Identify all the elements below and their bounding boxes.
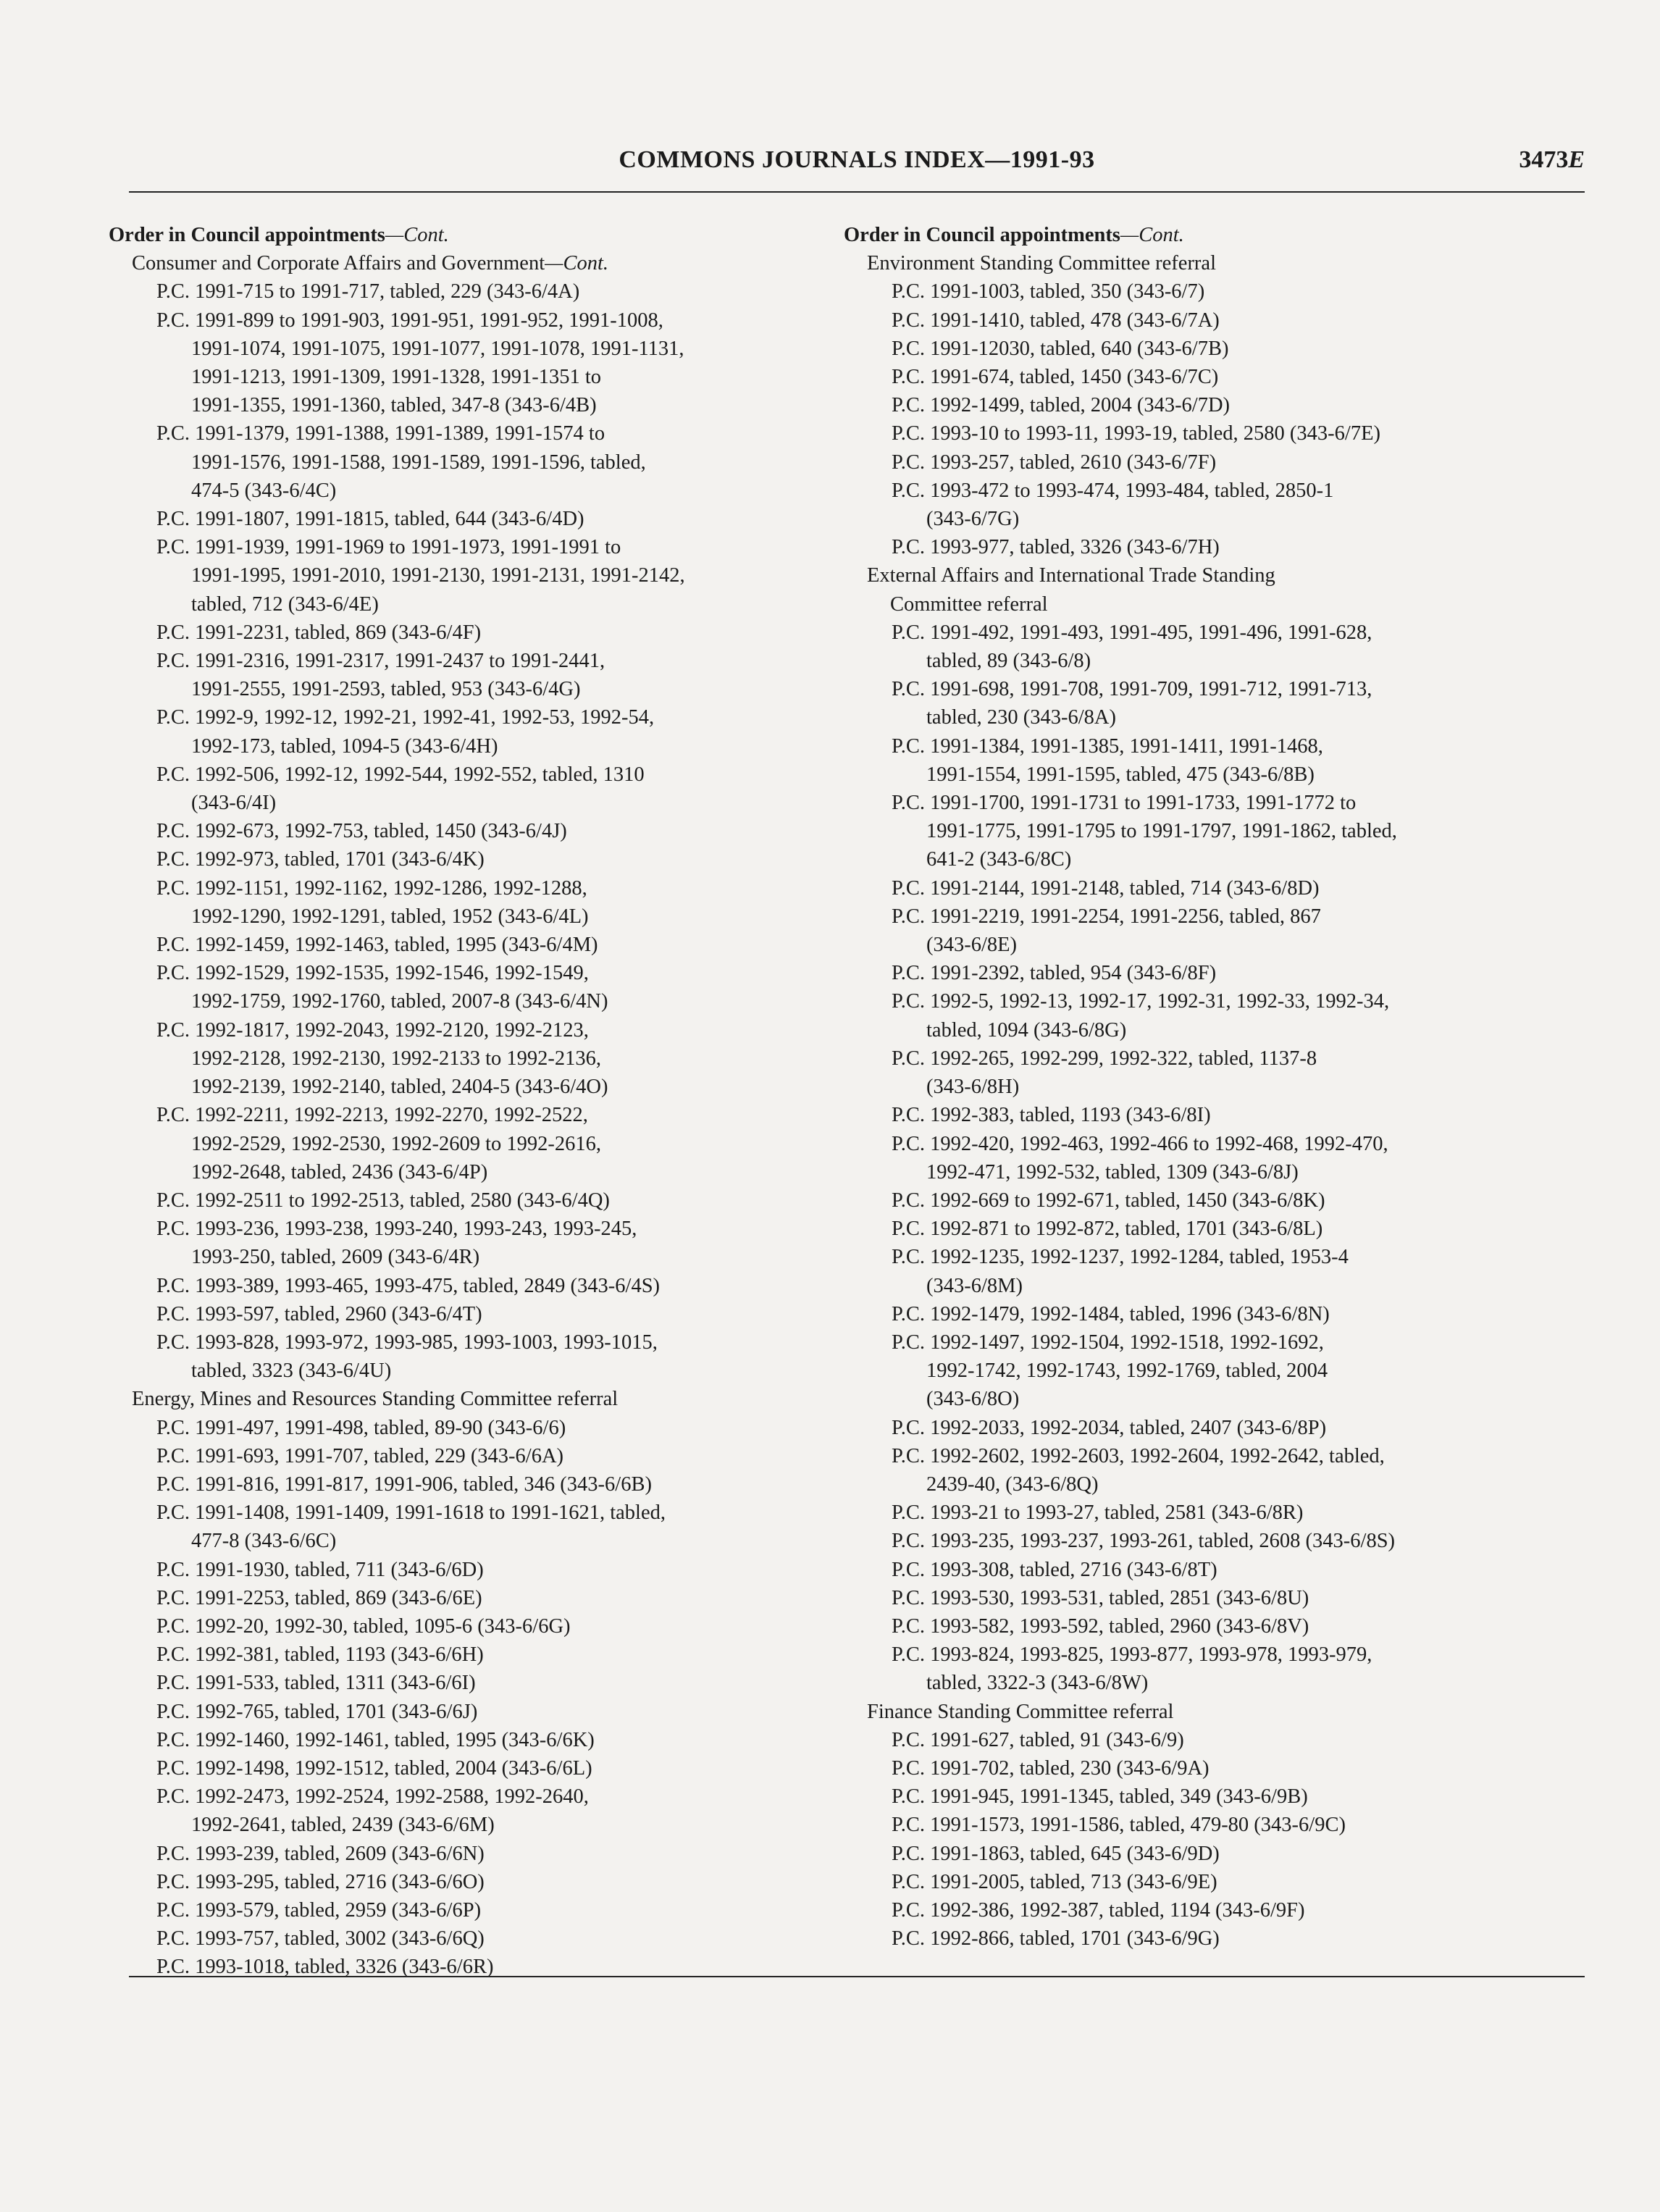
index-column-right [844, 221, 1525, 1953]
index-entry: P.C. 1993-757, tabled, 3002 (343-6/6Q) [156, 1927, 485, 1951]
index-entry-continuation: 2439-40, (343-6/8Q) [926, 1472, 1099, 1496]
index-entry-continuation: (343-6/8E) [926, 934, 1018, 957]
index-entry: P.C. 1993-257, tabled, 2610 (343-6/7F) [892, 451, 1217, 474]
index-entry: P.C. 1991-674, tabled, 1450 (343-6/7C) [892, 366, 1219, 389]
page-number-digits: 3473 [1519, 146, 1569, 173]
index-column-left [109, 221, 789, 1982]
index-entry: P.C. 1991-816, 1991-817, 1991-906, tabled, 346 (343-6/6B) [156, 1472, 652, 1496]
index-entry: P.C. 1993-582, 1993-592, tabled, 2960 (343-6/8V) [892, 1614, 1309, 1638]
index-entry: P.C. 1993-295, tabled, 2716 (343-6/6O) [156, 1870, 485, 1893]
index-entry: P.C. 1991-2005, tabled, 713 (343-6/9E) [892, 1870, 1217, 1893]
index-entry: P.C. 1991-2231, tabled, 869 (343-6/4F) [156, 621, 482, 644]
index-entry: P.C. 1991-1410, tabled, 478 (343-6/7A) [892, 309, 1220, 332]
index-entry-continuation: 1991-1995, 1991-2010, 1991-2130, 1991-2131, 1991-2142, [191, 564, 685, 587]
index-entry: P.C. 1993-21 to 1993-27, tabled, 2581 (343-6/8R) [892, 1501, 1304, 1525]
index-entry-continuation: (343-6/8H) [926, 1076, 1020, 1099]
index-entry: P.C. 1992-1529, 1992-1535, 1992-1546, 1992-1549, [156, 962, 589, 985]
index-heading [844, 221, 1525, 249]
continued-marker: —Cont. [1120, 224, 1184, 246]
index-entry: P.C. 1991-1379, 1991-1388, 1991-1389, 1991-1574 to [156, 422, 605, 445]
index-subheading: Committee referral [890, 592, 1048, 616]
footer-rule [129, 1976, 1585, 1977]
index-entry: P.C. 1992-2211, 1992-2213, 1992-2270, 1992-2522, [156, 1104, 588, 1127]
index-entry: P.C. 1992-2602, 1992-2603, 1992-2604, 1992-2642, tabled, [892, 1444, 1385, 1467]
index-entry-continuation: 1993-250, tabled, 2609 (343-6/4R) [191, 1246, 480, 1269]
index-entry-continuation: 1992-173, tabled, 1094-5 (343-6/4H) [191, 734, 498, 758]
index-entry: P.C. 1991-497, 1991-498, tabled, 89-90 (343-6/6) [156, 1416, 566, 1439]
heading-text: Order in Council appointments [109, 224, 385, 246]
index-entry: P.C. 1991-533, tabled, 1311 (343-6/6I) [156, 1672, 476, 1695]
index-entry-continuation: 1992-2139, 1992-2140, tabled, 2404-5 (343-6/4O) [191, 1076, 608, 1099]
index-entry: P.C. 1991-1700, 1991-1731 to 1991-1733, 1991-1772 to [892, 792, 1357, 815]
index-entry: P.C. 1992-383, tabled, 1193 (343-6/8I) [892, 1104, 1211, 1127]
index-entry: P.C. 1993-10 to 1993-11, 1993-19, tabled, 2580 (343-6/7E) [892, 422, 1380, 445]
heading-text: Order in Council appointments [844, 224, 1120, 246]
index-entry: P.C. 1991-12030, tabled, 640 (343-6/7B) [892, 337, 1229, 360]
index-entry: P.C. 1991-702, tabled, 230 (343-6/9A) [892, 1756, 1210, 1780]
index-entry-continuation: (343-6/4I) [191, 792, 277, 815]
index-entry: P.C. 1993-239, tabled, 2609 (343-6/6N) [156, 1842, 485, 1865]
index-entry-continuation: 1992-471, 1992-532, tabled, 1309 (343-6/8J) [926, 1160, 1299, 1183]
index-entry-continuation: 1991-2555, 1991-2593, tabled, 953 (343-6/4G) [191, 678, 581, 701]
index-entry: P.C. 1992-5, 1992-13, 1992-17, 1992-31, 1992-33, 1992-34, [892, 990, 1390, 1013]
index-entry: P.C. 1991-945, 1991-1345, tabled, 349 (343-6/9B) [892, 1785, 1308, 1809]
page-number [1519, 146, 1585, 174]
index-entry: P.C. 1991-693, 1991-707, tabled, 229 (343-6/6A) [156, 1444, 564, 1467]
index-subheading: Environment Standing Committee referral [867, 252, 1216, 275]
index-entry: P.C. 1993-308, tabled, 2716 (343-6/8T) [892, 1558, 1217, 1581]
index-entry: P.C. 1992-2511 to 1992-2513, tabled, 2580 (343-6/4Q) [156, 1189, 610, 1212]
subheading-text: Consumer and Corporate Affairs and Government [132, 252, 545, 275]
index-entry: P.C. 1992-2473, 1992-2524, 1992-2588, 1992-2640, [156, 1785, 589, 1809]
index-entry: P.C. 1992-866, tabled, 1701 (343-6/9G) [892, 1927, 1220, 1951]
index-entry: P.C. 1992-669 to 1992-671, tabled, 1450 (343-6/8K) [892, 1189, 1325, 1212]
index-entry: P.C. 1993-530, 1993-531, tabled, 2851 (343-6/8U) [892, 1586, 1309, 1609]
index-entry: P.C. 1992-1497, 1992-1504, 1992-1518, 1992-1692, [892, 1331, 1324, 1354]
index-entry: P.C. 1991-2392, tabled, 954 (343-6/8F) [892, 962, 1217, 985]
index-entry: P.C. 1993-977, tabled, 3326 (343-6/7H) [892, 536, 1220, 559]
index-entry: P.C. 1991-1408, 1991-1409, 1991-1618 to 1991-1621, tabled, [156, 1501, 666, 1525]
index-entry: P.C. 1992-765, tabled, 1701 (343-6/6J) [156, 1700, 478, 1723]
index-entry: P.C. 1991-1003, tabled, 350 (343-6/7) [892, 280, 1205, 303]
index-entry: P.C. 1992-871 to 1992-872, tabled, 1701 (343-6/8L) [892, 1218, 1323, 1241]
header-rule [129, 191, 1585, 193]
index-entry-continuation: 1991-1576, 1991-1588, 1991-1589, 1991-1596, tabled, [191, 451, 646, 474]
index-entry-continuation: 477-8 (343-6/6C) [191, 1530, 337, 1553]
index-entry-continuation: 1992-1759, 1992-1760, tabled, 2007-8 (343-6/4N) [191, 990, 608, 1013]
index-entry: P.C. 1991-1807, 1991-1815, tabled, 644 (343-6/4D) [156, 508, 584, 531]
index-entry-continuation: 1992-2648, tabled, 2436 (343-6/4P) [191, 1160, 488, 1183]
index-entry-continuation: tabled, 712 (343-6/4E) [191, 592, 379, 616]
index-entry: P.C. 1991-1930, tabled, 711 (343-6/6D) [156, 1558, 484, 1581]
index-entry: P.C. 1993-597, tabled, 2960 (343-6/4T) [156, 1302, 482, 1325]
index-entry: P.C. 1993-472 to 1993-474, 1993-484, tabled, 2850-1 [892, 479, 1334, 502]
index-entry: P.C. 1991-1384, 1991-1385, 1991-1411, 1991-1468, [892, 734, 1323, 758]
index-heading [109, 221, 789, 249]
index-entry-continuation: 1992-2529, 1992-2530, 1992-2609 to 1992-2616, [191, 1132, 602, 1155]
index-subheading: Finance Standing Committee referral [867, 1700, 1174, 1723]
index-entry: P.C. 1991-715 to 1991-717, tabled, 229 (343-6/4A) [156, 280, 580, 303]
index-entry: P.C. 1992-9, 1992-12, 1992-21, 1992-41, 1992-53, 1992-54, [156, 706, 655, 729]
index-entry: P.C. 1992-381, tabled, 1193 (343-6/6H) [156, 1643, 484, 1667]
continued-marker: —Cont. [545, 252, 609, 275]
index-entry: P.C. 1992-265, 1992-299, 1992-322, tabled, 1137-8 [892, 1047, 1317, 1070]
index-entry: P.C. 1992-1499, tabled, 2004 (343-6/7D) [892, 394, 1231, 417]
page-number-suffix: E [1568, 146, 1585, 173]
index-entry: P.C. 1992-1235, 1992-1237, 1992-1284, tabled, 1953-4 [892, 1246, 1349, 1269]
index-entry-continuation: 1992-1290, 1992-1291, tabled, 1952 (343-6/4L) [191, 905, 589, 928]
index-entry-continuation: tabled, 3323 (343-6/4U) [191, 1360, 392, 1383]
index-entry: P.C. 1991-2253, tabled, 869 (343-6/6E) [156, 1586, 482, 1609]
index-entry: P.C. 1993-389, 1993-465, 1993-475, tabled, 2849 (343-6/4S) [156, 1274, 661, 1297]
index-entry: P.C. 1992-1459, 1992-1463, tabled, 1995 (343-6/4M) [156, 934, 598, 957]
index-entry-continuation: 1991-1213, 1991-1309, 1991-1328, 1991-1351 to [191, 366, 602, 389]
continued-marker: —Cont. [385, 224, 449, 246]
index-entry: P.C. 1993-1018, tabled, 3326 (343-6/6R) [156, 1956, 494, 1979]
index-entry: P.C. 1992-1817, 1992-2043, 1992-2120, 1992-2123, [156, 1018, 589, 1042]
index-entry: P.C. 1993-235, 1993-237, 1993-261, tabled, 2608 (343-6/8S) [892, 1530, 1396, 1553]
index-entry-continuation: 1991-1074, 1991-1075, 1991-1077, 1991-1078, 1991-1131, [191, 337, 684, 360]
index-entry: P.C. 1992-1498, 1992-1512, tabled, 2004 (343-6/6L) [156, 1756, 592, 1780]
index-entry-continuation: (343-6/7G) [926, 508, 1020, 531]
index-entry: P.C. 1991-1863, tabled, 645 (343-6/9D) [892, 1842, 1220, 1865]
index-entry: P.C. 1992-506, 1992-12, 1992-544, 1992-552, tabled, 1310 [156, 763, 645, 786]
index-entry-continuation: 1991-1775, 1991-1795 to 1991-1797, 1991-1862, tabled, [926, 820, 1397, 843]
page-header [129, 146, 1585, 190]
index-entry: P.C. 1993-236, 1993-238, 1993-240, 1993-243, 1993-245, [156, 1218, 637, 1241]
index-entry: P.C. 1992-1460, 1992-1461, tabled, 1995 (343-6/6K) [156, 1728, 595, 1751]
journal-title: COMMONS JOURNALS INDEX—1991-93 [619, 146, 1095, 173]
index-entry: P.C. 1991-1573, 1991-1586, tabled, 479-80 (343-6/9C) [892, 1814, 1346, 1837]
index-subheading: External Affairs and International Trade Standing [867, 564, 1275, 587]
index-entry: P.C. 1991-492, 1991-493, 1991-495, 1991-496, 1991-628, [892, 621, 1372, 644]
index-entry: P.C. 1992-2033, 1992-2034, tabled, 2407 (343-6/8P) [892, 1416, 1327, 1439]
index-entry-continuation: tabled, 1094 (343-6/8G) [926, 1018, 1127, 1042]
index-entry: P.C. 1993-824, 1993-825, 1993-877, 1993-978, 1993-979, [892, 1643, 1372, 1667]
index-entry-continuation: tabled, 230 (343-6/8A) [926, 706, 1116, 729]
index-entry: P.C. 1992-420, 1992-463, 1992-466 to 1992-468, 1992-470, [892, 1132, 1388, 1155]
index-entry-continuation: 1992-1742, 1992-1743, 1992-1769, tabled, 2004 [926, 1360, 1328, 1383]
index-entry-continuation: 1991-1355, 1991-1360, tabled, 347-8 (343-6/4B) [191, 394, 597, 417]
index-entry-continuation: 1992-2641, tabled, 2439 (343-6/6M) [191, 1814, 495, 1837]
index-entry: P.C. 1992-20, 1992-30, tabled, 1095-6 (343-6/6G) [156, 1614, 571, 1638]
index-entry-continuation: tabled, 89 (343-6/8) [926, 650, 1091, 673]
index-entry-continuation: (343-6/8M) [926, 1274, 1023, 1297]
index-subheading: Energy, Mines and Resources Standing Committee referral [132, 1388, 619, 1411]
index-entry: P.C. 1991-2144, 1991-2148, tabled, 714 (343-6/8D) [892, 876, 1320, 900]
index-entry-continuation: 474-5 (343-6/4C) [191, 479, 337, 502]
index-entry: P.C. 1991-2316, 1991-2317, 1991-2437 to 1991-2441, [156, 650, 605, 673]
index-subheading [109, 249, 789, 277]
index-entry-continuation: tabled, 3322-3 (343-6/8W) [926, 1672, 1149, 1695]
index-entry: P.C. 1993-579, tabled, 2959 (343-6/6P) [156, 1898, 482, 1922]
index-entry-continuation: (343-6/8O) [926, 1388, 1020, 1411]
index-entry: P.C. 1992-1479, 1992-1484, tabled, 1996 (343-6/8N) [892, 1302, 1330, 1325]
index-entry: P.C. 1991-2219, 1991-2254, 1991-2256, tabled, 867 [892, 905, 1321, 928]
index-entry-continuation: 1991-1554, 1991-1595, tabled, 475 (343-6/8B) [926, 763, 1315, 786]
index-entry: P.C. 1991-899 to 1991-903, 1991-951, 1991-952, 1991-1008, [156, 309, 663, 332]
index-entry-continuation: 641-2 (343-6/8C) [926, 848, 1072, 871]
index-entry: P.C. 1992-1151, 1992-1162, 1992-1286, 1992-1288, [156, 876, 587, 900]
index-entry: P.C. 1992-973, tabled, 1701 (343-6/4K) [156, 848, 485, 871]
index-entry: P.C. 1991-698, 1991-708, 1991-709, 1991-712, 1991-713, [892, 678, 1372, 701]
index-entry: P.C. 1991-627, tabled, 91 (343-6/9) [892, 1728, 1184, 1751]
index-entry: P.C. 1991-1939, 1991-1969 to 1991-1973, 1991-1991 to [156, 536, 621, 559]
index-entry: P.C. 1992-386, 1992-387, tabled, 1194 (343-6/9F) [892, 1898, 1305, 1922]
index-entry-continuation: 1992-2128, 1992-2130, 1992-2133 to 1992-2136, [191, 1047, 602, 1070]
index-entry: P.C. 1992-673, 1992-753, tabled, 1450 (343-6/4J) [156, 820, 567, 843]
index-entry: P.C. 1993-828, 1993-972, 1993-985, 1993-1003, 1993-1015, [156, 1331, 658, 1354]
